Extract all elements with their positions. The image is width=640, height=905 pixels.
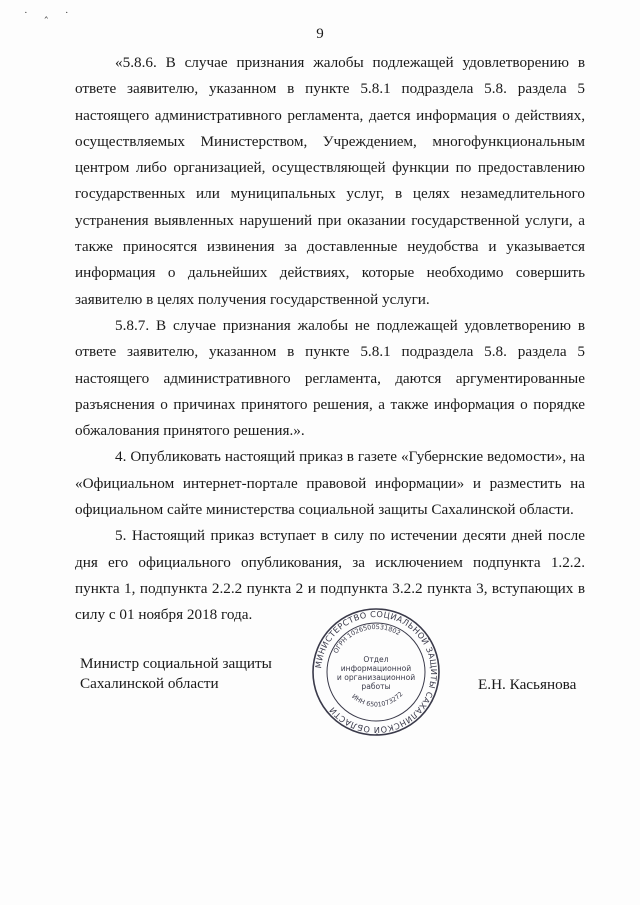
paragraph-4-publication: 4. Опубликовать настоящий приказ в газете «Губернские ведомости», на «Официальном интернет-портале правовой информации» и разместить на официальном сайте министерства социальной защиты Сахалинской области. <box>75 448 585 519</box>
stamp-center-line-3: и организационной <box>336 673 416 682</box>
stamp-center-line-1: Отдел <box>363 655 389 664</box>
paragraph-5-effective-date: 5. Настоящий приказ вступает в силу по истечении десяти дней после дня его официального опубликования, за исключением подпункта 1.2.2. пункта 1, подпункта 2.2.2 пункта 2 и подпункта 3.2.2 пункта 3, вступающих в силу с 01 ноября 2018 года. <box>75 527 585 624</box>
stamp-center-line-4: работы <box>361 682 391 691</box>
signatory-name: Е.Н. Касьянова <box>478 676 577 693</box>
stamp-center-line-2: информационной <box>340 664 412 673</box>
page-number: 9 <box>316 26 324 42</box>
stamp-outer-text: МИНИСТЕРСТВО СОЦИАЛЬНОЙ ЗАЩИТЫ САХАЛИНСКОЙ ОБЛАСТИ <box>313 608 440 736</box>
stamp-inn-text: ИНН 6501073272 <box>350 690 405 709</box>
official-stamp <box>311 607 441 737</box>
paragraph-5-8-7: 5.8.7. В случае признания жалобы не подлежащей удовлетворению в ответе заявителю, указанном в пункте 5.8.1 подраздела 5.8. раздела 5 настоящего административного регламента, даются аргументированные разъяснения о причинах принятого решения, а также информация о порядке обжалования принятого решения.». <box>75 316 585 440</box>
scan-marks: · ‸ · <box>24 7 76 19</box>
signatory-position-line-2: Сахалинской области <box>80 675 219 692</box>
stamp-ogrn-text: ОГРН 1026500531802 <box>331 622 402 655</box>
signatory-position <box>80 654 272 694</box>
document-body <box>75 50 585 629</box>
paragraph-5-8-6: «5.8.6. В случае признания жалобы подлежащей удовлетворению в ответе заявителю, указанном в пункте 5.8.1 подраздела 5.8. раздела 5 настоящего административного регламента, дается информация о действиях, осуществляемых Министерством, Учреждением, многофункциональным центром либо организацией, осуществляющей функции по предоставлению государственных или муниципальных услуг, в целях незамедлительного устранения выявленных нарушений при оказании государственной услуги, а также приносятся извинения за доставленные неудобства и указывается информация о дальнейших действиях, которые необходимо совершить заявителю в целях получения государственной услуги. <box>75 54 585 308</box>
signatory-position-line-1: Министр социальной защиты <box>80 655 272 672</box>
